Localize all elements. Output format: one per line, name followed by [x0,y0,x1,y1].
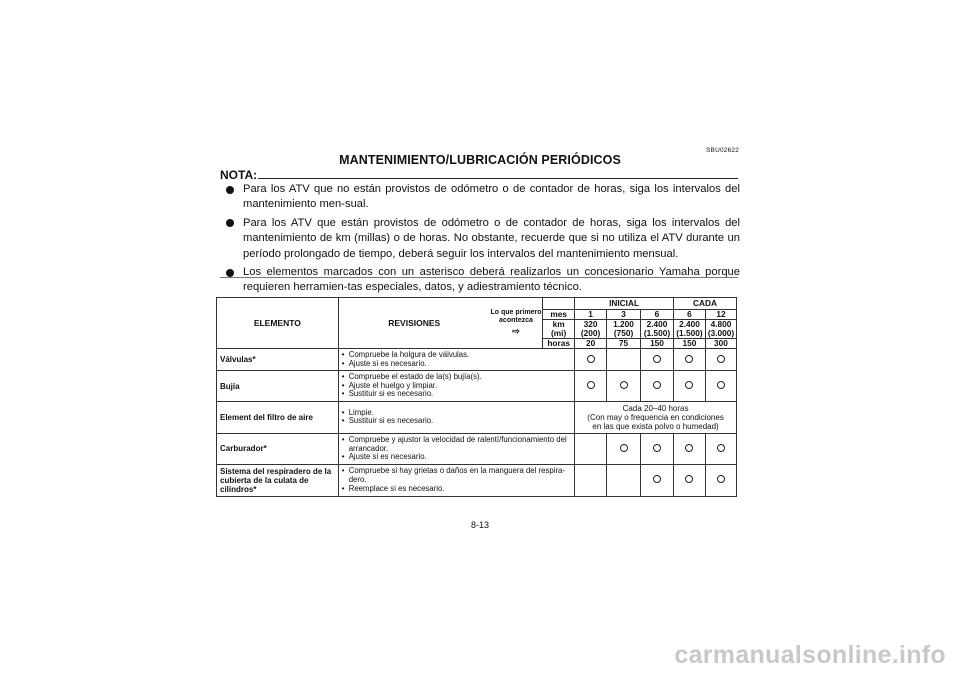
check-circle-icon [653,381,661,389]
unit-horas: horas [543,339,575,349]
bullet-dot-icon [226,186,234,194]
row-checks: • Compruebe y ajustor la velocidad de ralentí/funcionamiento del arrancador. • Ajuste si es necesario. [338,433,574,464]
row-checks: • Compruebe la holgura de válvulas. • Ajuste si es necesario. [338,349,574,371]
check-circle-icon [653,475,661,483]
interval-mark [607,349,641,371]
header-elemento: ELEMENTO [217,298,339,349]
check-circle-icon [717,355,725,363]
mes-value: 3 [607,310,641,320]
row-item: Element del filtro de aire [217,401,339,433]
km-value: 4.800 (3.000) [705,320,736,339]
check-circle-icon [587,355,595,363]
interval-mark [607,433,641,464]
table-row [217,349,737,371]
row-checks: • Compruebe si hay grietas o daños en la manguera del respira-dero. • Reemplace si es necesario. [338,464,574,496]
check-circle-icon [717,444,725,452]
check-circle-icon [717,381,725,389]
row-checks: • Limpie. • Sustituir si es necesario. [338,401,574,433]
km-value: 1.200 (750) [607,320,641,339]
interval-mark [641,464,674,496]
header-revisiones: REVISIONES [338,298,490,349]
nota-bullet: Para los ATV que no están provistos de odómetro o de contador de horas, siga los intervalos del mantenimiento men-sual. [226,182,740,213]
check-circle-icon [587,381,595,389]
unit-km: km (mi) [543,320,575,339]
check-circle-icon [685,381,693,389]
interval-mark [575,371,607,402]
header-first-occurs [490,298,543,349]
table-row [217,464,737,496]
km-value: 2.400 (1.500) [641,320,674,339]
header-cada: CADA [673,298,736,310]
horas-value: 150 [641,339,674,349]
horas-value: 20 [575,339,607,349]
page-title: MANTENIMIENTO/LUBRICACIÓN PERIÓDICOS [339,153,621,167]
nota-bottom-divider [220,277,738,278]
interval-mark [641,349,674,371]
horas-value: 150 [673,339,705,349]
arrow-right-icon: ⇨ [512,325,520,336]
header-blank [543,298,575,310]
check-circle-icon [685,355,693,363]
row-item: Carburador* [217,433,339,464]
header-row-group [217,298,737,310]
interval-mark [705,433,736,464]
interval-mark [673,464,705,496]
nota-divider [258,178,738,179]
check-circle-icon [685,444,693,452]
row-item: Bujía [217,371,339,402]
maintenance-table [216,297,737,497]
interval-mark [575,433,607,464]
interval-mark [641,371,674,402]
check-circle-icon [620,381,628,389]
interval-mark [705,464,736,496]
mes-value: 12 [705,310,736,320]
unit-mes: mes [543,310,575,320]
interval-mark [607,371,641,402]
check-circle-icon [620,444,628,452]
interval-mark [673,349,705,371]
horas-value: 300 [705,339,736,349]
table-row [217,433,737,464]
bullet-dot-icon [226,269,234,277]
site-watermark: carmanualsonline.info [674,641,946,669]
header-inicial: INICIAL [575,298,674,310]
page-number: 8-13 [470,520,489,530]
nota-bullet: Los elementos marcados con un asterisco deberá realizarlos un concesionario Yamaha porque requieren herramien-tas especiales, datos, y adiestramiento técnico. [226,265,740,296]
check-circle-icon [653,444,661,452]
mes-value: 1 [575,310,607,320]
first-occurs-label: Lo que primero acontezca [490,308,542,325]
interval-mark [705,371,736,402]
row-item: Sistema del respiradero de la cubierta de la culata de cilindros* [217,464,339,496]
document-code: SBU02622 [706,147,740,154]
interval-mark [705,349,736,371]
km-value: 320 (200) [575,320,607,339]
mes-value: 6 [641,310,674,320]
row-item: Válvulas* [217,349,339,371]
nota-label: NOTA: [220,168,258,182]
interval-mark [673,433,705,464]
interval-mark [575,349,607,371]
interval-mark [641,433,674,464]
check-circle-icon [717,475,725,483]
check-circle-icon [685,475,693,483]
km-value: 2.400 (1.500) [673,320,705,339]
horas-value: 75 [607,339,641,349]
interval-note: Cada 20–40 horas (Con may o frequencia en condiciones en las que exista polvo o humedad) [575,401,737,433]
table-row [217,401,737,433]
nota-bullet: Para los ATV que están provistos de odómetro o de contador de horas, siga los intervalos del mantenimiento de km (millas) o de horas. No obstante, recuerde que si no utiliza el ATV durante un período prolongado de tiempo, deberá seguir los intervalos del mantenimiento mensual. [226,216,740,262]
nota-bullet-list [226,182,740,299]
interval-mark [607,464,641,496]
check-circle-icon [653,355,661,363]
interval-mark [575,464,607,496]
row-checks: • Compruebe el estado de la(s) bujía(s). • Ajuste el huelgo y limpiar. • Sustituir si es necesario. [338,371,574,402]
bullet-dot-icon [226,219,234,227]
mes-value: 6 [673,310,705,320]
interval-mark [673,371,705,402]
table-row [217,371,737,402]
